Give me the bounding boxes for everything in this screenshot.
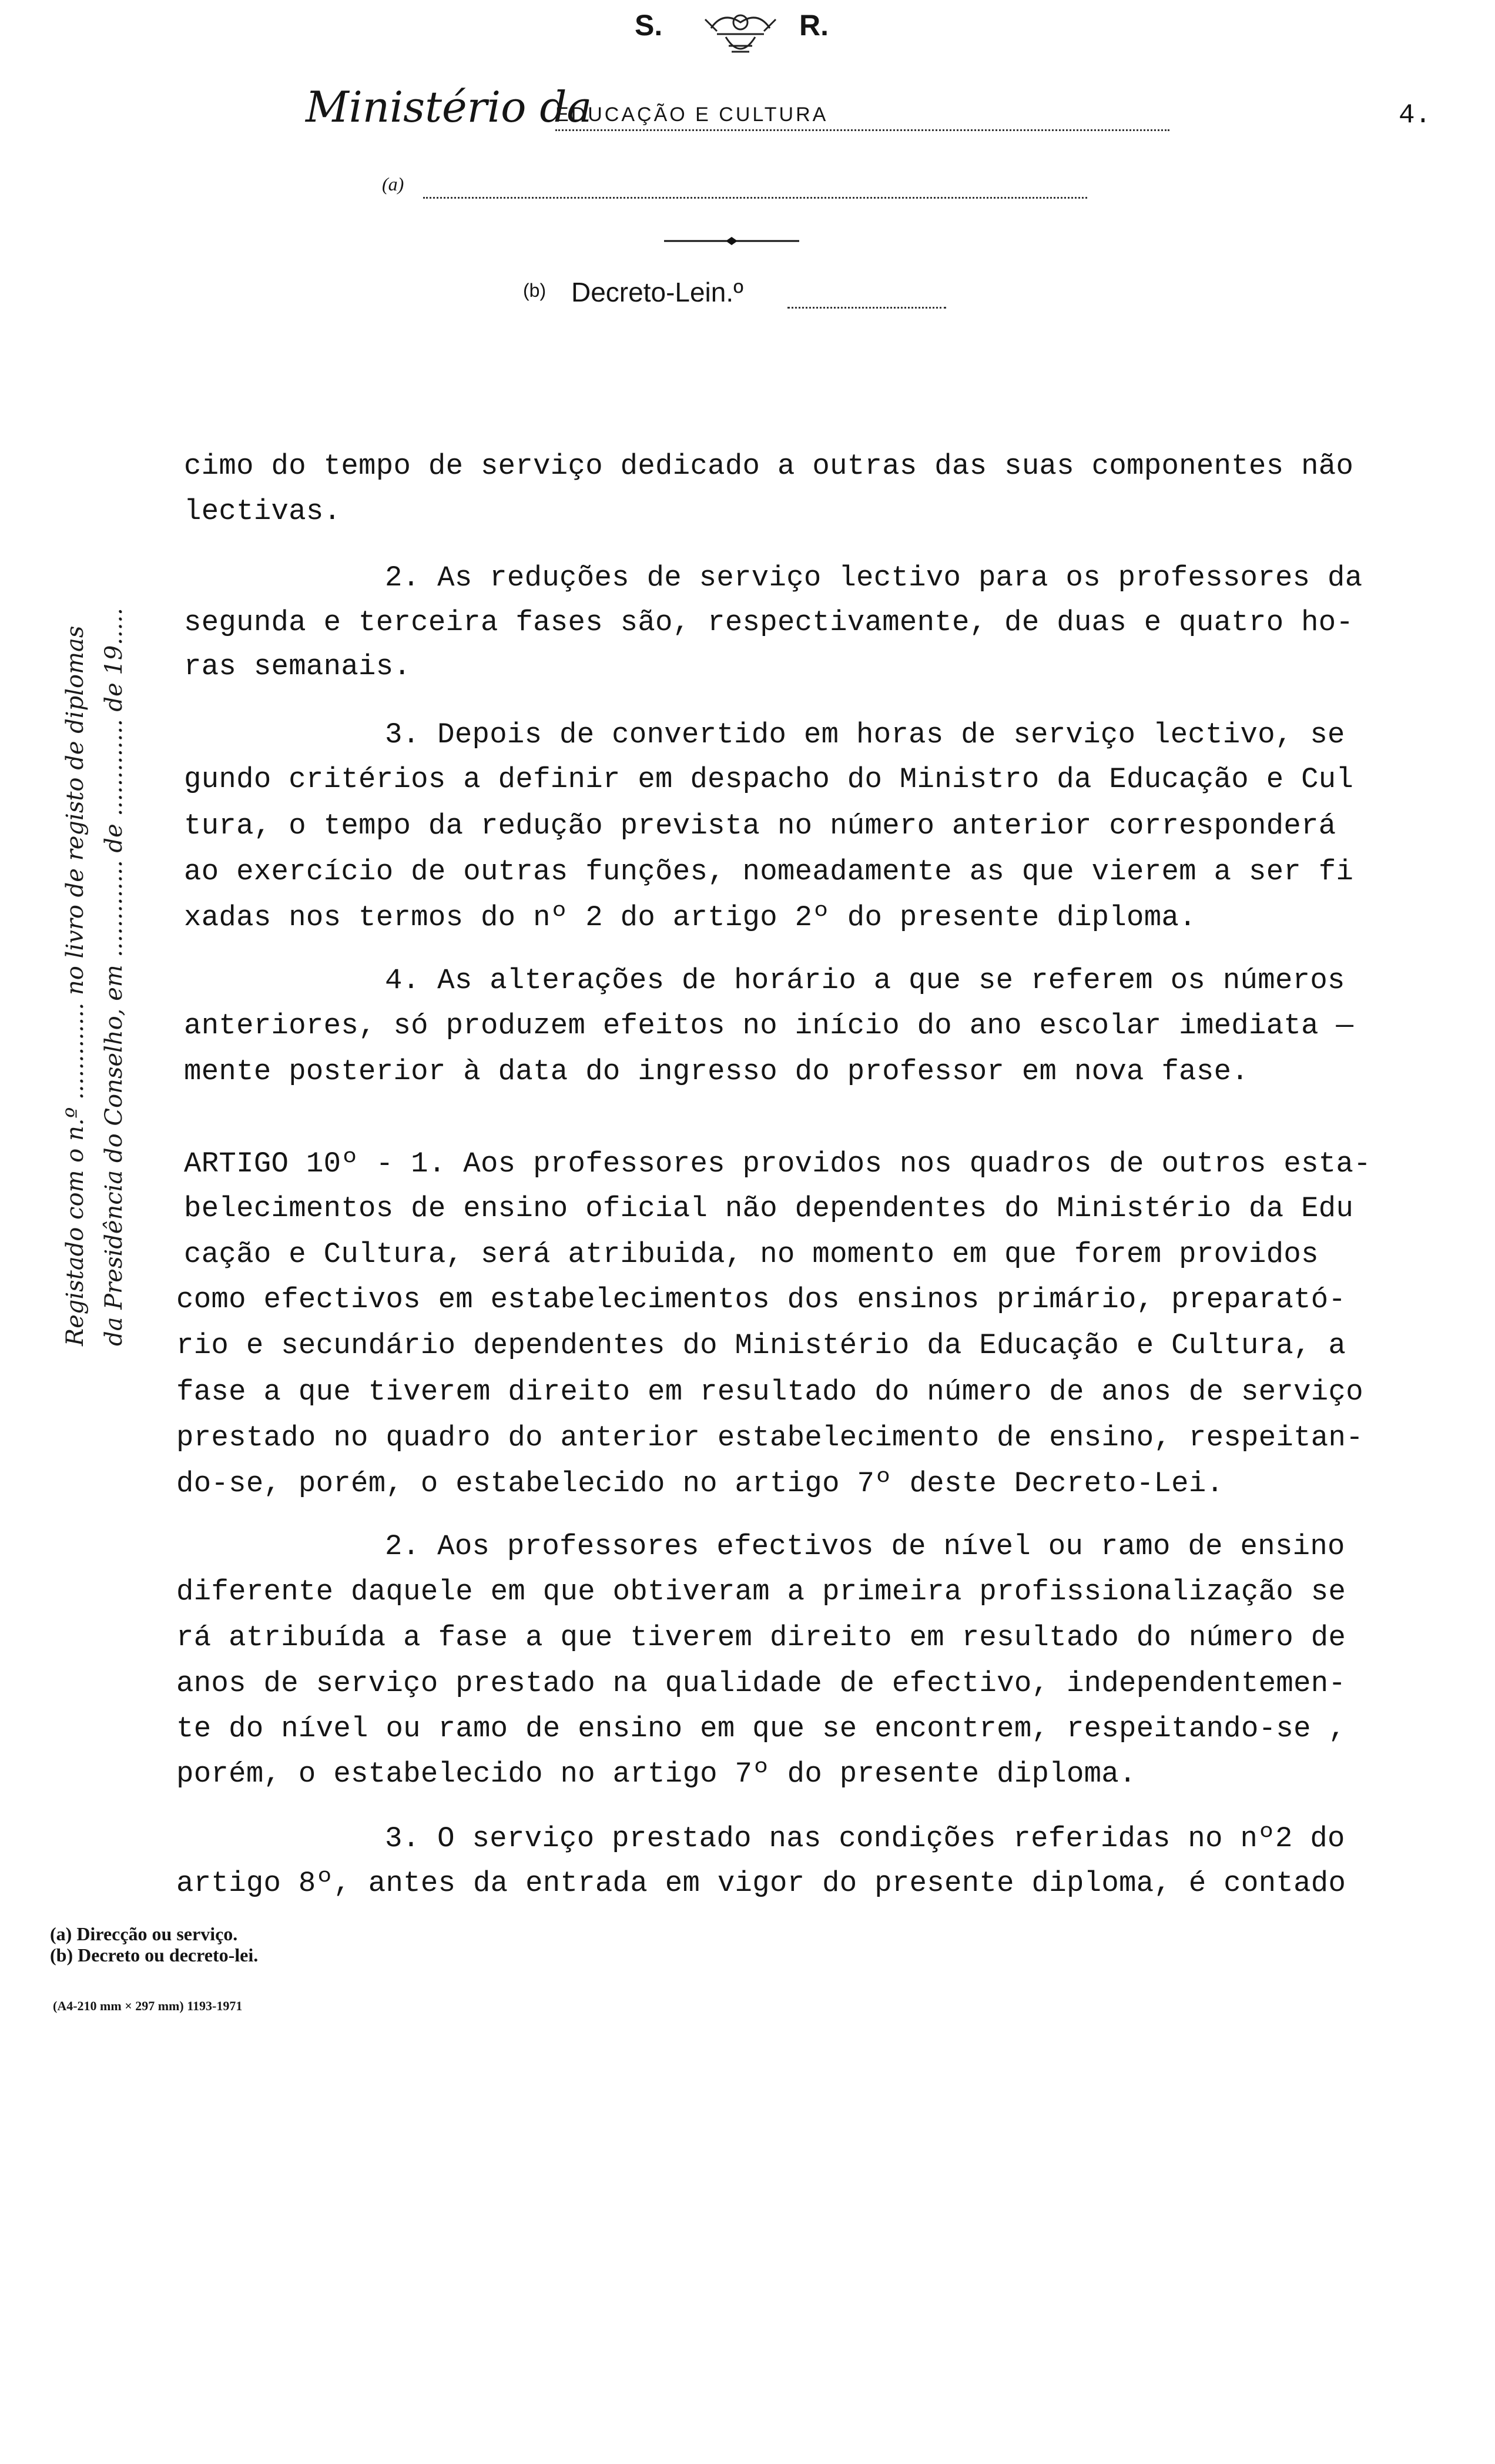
footnote-b: (b) Decreto ou decreto-lei.	[50, 1944, 259, 1966]
divider-ornament	[664, 235, 799, 247]
margin-note-line: da Presidência do Conselho, em ............. de ............. de 19.....	[100, 608, 128, 1346]
body-line: gundo critérios a definir em despacho do Ministro da Educação e Cul	[184, 763, 1354, 796]
body-line: prestado no quadro do anterior estabelecimento de ensino, respeitan-	[176, 1421, 1363, 1454]
registration-margin-note	[56, 464, 133, 1346]
body-line: fase a que tiverem direito em resultado do número de anos de serviço	[176, 1375, 1363, 1408]
page-number: 4.	[1399, 100, 1432, 130]
r-letter: R.	[799, 9, 829, 42]
direction-field	[382, 173, 1087, 203]
body-line: ao exercício de outras funções, nomeadamente as que vierem a ser fi	[184, 855, 1354, 888]
body-line: mente posterior à data do ingresso do professor em nova fase.	[184, 1055, 1249, 1088]
body-line: como efectivos em estabelecimentos dos ensinos primário, preparató-	[176, 1283, 1346, 1316]
body-line: ras semanais.	[184, 650, 411, 683]
body-line: 2. As reduções de serviço lectivo para os professores da	[385, 561, 1363, 594]
body-line: rá atribuída a fase a que tiverem direito em resultado do número de	[176, 1621, 1346, 1654]
decree-dotted-rule	[787, 307, 946, 309]
body-line: cação e Cultura, será atribuida, no momento em que forem providos	[184, 1238, 1319, 1271]
body-line: segunda e terceira fases são, respectivamente, de duas e quatro ho-	[184, 606, 1354, 639]
body-line: te do nível ou ramo de ensino em que se encontrem, respeitando-se ,	[176, 1712, 1346, 1745]
direction-field-label: (a)	[382, 173, 404, 195]
body-line: anos de serviço prestado na qualidade de efectivo, independentemen-	[176, 1667, 1346, 1700]
decree-field-label: (b)	[523, 280, 547, 301]
body-line: ARTIGO 10º - 1. Aos professores providos nos quadros de outros esta-	[184, 1147, 1371, 1180]
s-letter: S.	[635, 9, 663, 42]
body-line: artigo 8º, antes da entrada em vigor do presente diploma, é contado	[176, 1867, 1346, 1900]
paper-format-note: (A4-210 mm × 297 mm) 1193-1971	[53, 1998, 243, 2013]
body-line: porém, o estabelecido no artigo 7º do presente diploma.	[176, 1757, 1137, 1790]
decree-field-text: Decreto-Lein.º	[571, 277, 743, 307]
footnote-a: (a) Direcção ou serviço.	[50, 1923, 238, 1944]
body-line: rio e secundário dependentes do Ministério da Educação e Cultura, a	[176, 1329, 1346, 1362]
body-line: tura, o tempo da redução prevista no número anterior corresponderá	[184, 809, 1336, 842]
body-line: lectivas.	[184, 495, 341, 528]
ministry-label: Ministério da	[306, 82, 592, 132]
body-line: xadas nos termos do nº 2 do artigo 2º do presente diploma.	[184, 901, 1196, 934]
body-line: do-se, porém, o estabelecido no artigo 7º deste Decreto-Lei.	[176, 1467, 1224, 1500]
ministry-heading	[306, 82, 1169, 135]
body-line: 4. As alterações de horário a que se referem os números	[385, 964, 1345, 997]
body-line: diferente daquele em que obtiveram a primeira profissionalização se	[176, 1575, 1346, 1608]
body-line: 3. O serviço prestado nas condições referidas no nº2 do	[385, 1822, 1345, 1855]
body-line: anteriores, só produzem efeitos no início do ano escolar imediata —	[184, 1009, 1354, 1042]
body-line: cimo do tempo de serviço dedicado a outras das suas componentes não	[184, 450, 1354, 483]
direction-dotted-rule	[423, 197, 1087, 199]
margin-note-line: Registado com o n.º ............. no livro de registo de diplomas	[62, 625, 89, 1346]
body-line: 3. Depois de convertido em horas de serviço lectivo, se	[385, 718, 1345, 751]
body-line: 2. Aos professores efectivos de nível ou ramo de ensino	[385, 1530, 1345, 1563]
decree-field	[523, 276, 946, 317]
ministry-name: EDUCAÇÃO E CULTURA	[555, 103, 829, 126]
body-line: belecimentos de ensino oficial não dependentes do Ministério da Edu	[184, 1192, 1354, 1225]
ministry-dotted-rule	[555, 129, 1169, 131]
header-seal-row	[623, 5, 870, 63]
coat-of-arms-emblem	[699, 5, 782, 63]
